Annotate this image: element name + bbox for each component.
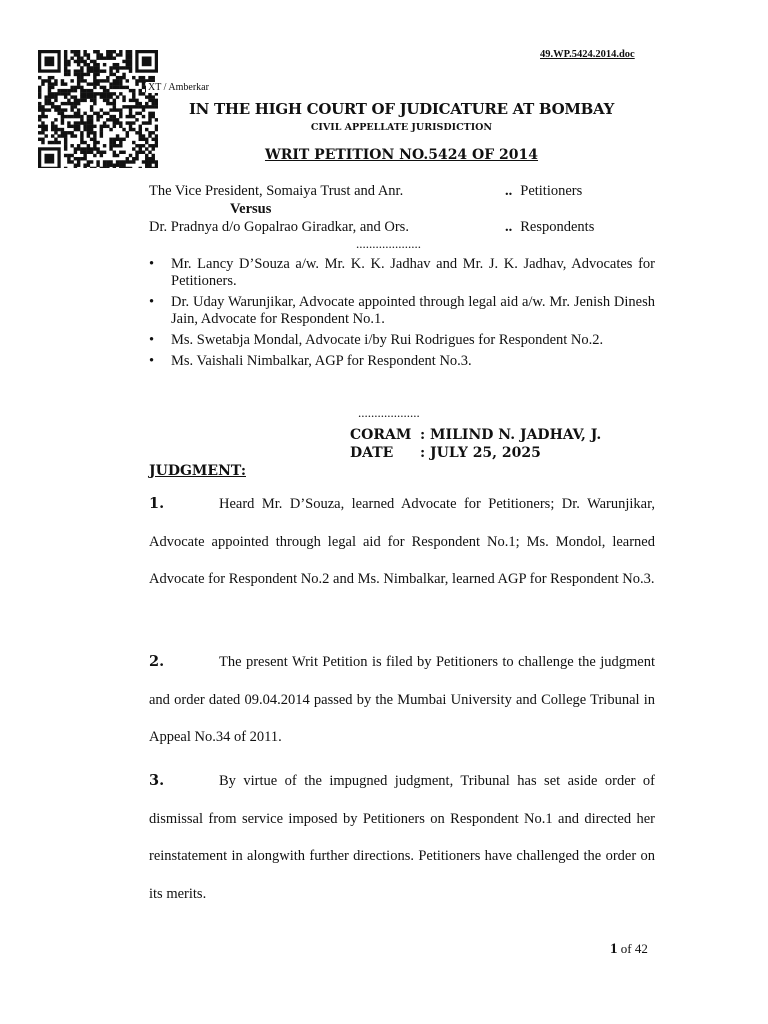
versus-label: Versus xyxy=(230,201,272,217)
paragraph-number: 3. xyxy=(149,772,165,789)
paragraph-number: 2. xyxy=(149,653,165,670)
document-reference: 49.WP.5424.2014.doc xyxy=(540,49,635,60)
date-value: : JULY 25, 2025 xyxy=(420,445,541,461)
paragraph-3 xyxy=(149,762,655,913)
paragraph-text: By virtue of the impugned judgment, Tribunal has set aside order of dismissal from service imposed by Petitioners on Respondent No.1 and directed her reinstatement in alongwith further directions. Petitioners have challenged the order on its merits. xyxy=(149,773,655,902)
coram-value: : MILIND N. JADHAV, J. xyxy=(420,427,602,443)
court-name: IN THE HIGH COURT OF JUDICATURE AT BOMBAY xyxy=(188,100,615,118)
date-line xyxy=(350,445,541,461)
paragraph-2 xyxy=(149,643,655,757)
respondent-line xyxy=(149,219,595,236)
coram-line xyxy=(350,427,601,443)
counsel-item: • Ms. Vaishali Nimbalkar, AGP for Respondent No.3. xyxy=(149,353,655,370)
respondent-role: .. Respondents xyxy=(505,219,595,235)
page-number xyxy=(610,941,648,958)
paragraph-text: Heard Mr. D’Souza, learned Advocate for Petitioners; Dr. Warunjikar, Advocate appointed through legal aid for Respondent No.1; Ms. Mondol, learned Advocate for Respondent No.2 and Ms. Nimbalkar, learned AGP for Respondent No.3. xyxy=(149,496,655,587)
page-current: 1 xyxy=(610,941,618,957)
counsel-item: • Dr. Uday Warunjikar, Advocate appointed through legal aid a/w. Mr. Jenish Dinesh Jain, Advocate for Respondent No.1. xyxy=(149,294,655,328)
paragraph-1 xyxy=(149,485,655,599)
petition-title: WRIT PETITION NO.5424 OF 2014 xyxy=(264,147,539,163)
date-label: DATE xyxy=(350,445,394,461)
page-total: of 42 xyxy=(620,941,648,956)
petitioner-role: .. Petitioners xyxy=(505,183,583,199)
counsel-item: • Ms. Swetabja Mondal, Advocate i/by Rui Rodrigues for Respondent No.2. xyxy=(149,332,655,349)
paragraph-text: The present Writ Petition is filed by Petitioners to challenge the judgment and order dated 09.04.2014 passed by the Mumbai University and College Tribunal in Appeal No.34 of 2011. xyxy=(149,654,655,745)
petitioner-name: The Vice President, Somaiya Trust and Anr. xyxy=(149,183,404,199)
jurisdiction: CIVIL APPELLATE JURISDICTION xyxy=(310,122,493,133)
respondent-name: Dr. Pradnya d/o Gopalrao Giradkar, and Ors. xyxy=(149,219,409,235)
signature-stamp-text: XT / Amberkar xyxy=(148,82,209,93)
coram-label: CORAM xyxy=(350,427,412,443)
petitioner-line xyxy=(149,183,583,200)
counsel-item: • Mr. Lancy D’Souza a/w. Mr. K. K. Jadhav and Mr. J. K. Jadhav, Advocates for Petitioners. xyxy=(149,256,655,290)
judgment-heading: JUDGMENT: xyxy=(149,463,246,479)
paragraph-number: 1. xyxy=(149,495,165,512)
counsel-list xyxy=(149,256,655,374)
separator-dots: ................... xyxy=(358,405,420,420)
separator-dots: .................... xyxy=(356,236,421,251)
